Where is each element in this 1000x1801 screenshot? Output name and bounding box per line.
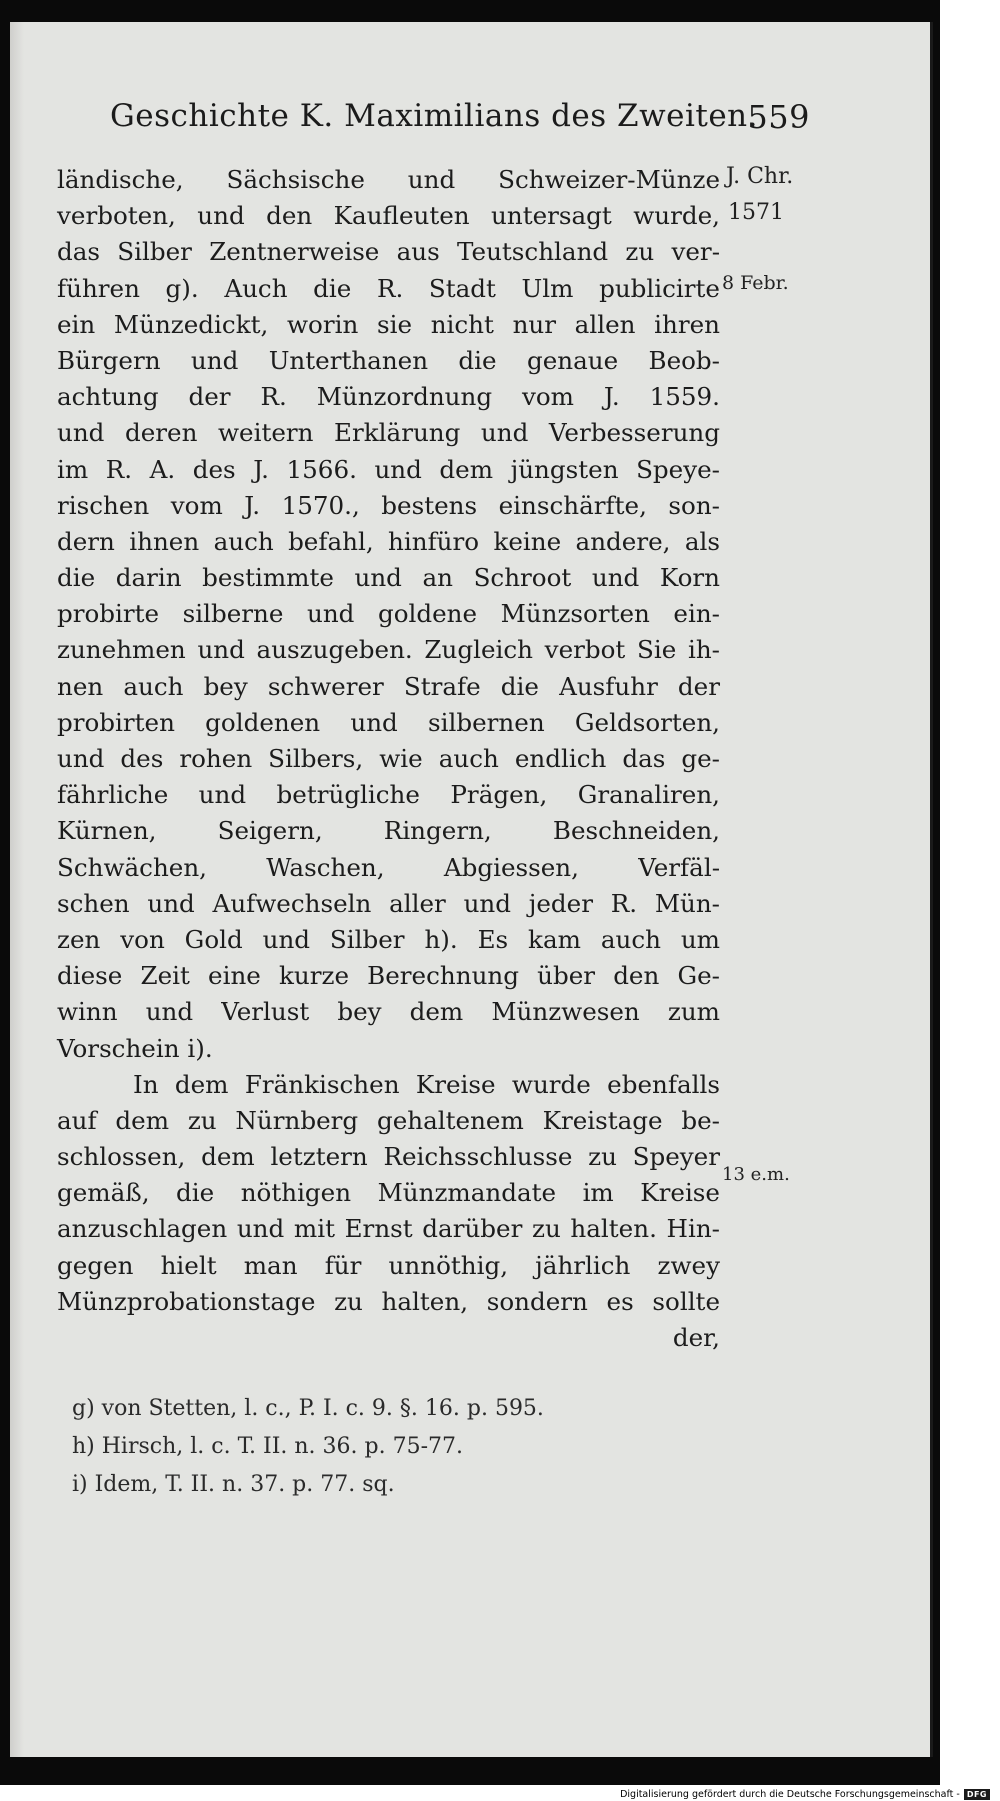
text-line: schen und Aufwechseln aller und jeder R. Mün- <box>57 888 720 918</box>
text-line: schlossen, dem letztern Reichsschlusse zu Speyer <box>57 1142 720 1172</box>
margin-year: 1571 <box>728 200 784 225</box>
text-line: im R. A. des J. 1566. und dem jüngsten Speye- <box>57 454 720 484</box>
text-line: probirte silberne und goldene Münzsorten ein- <box>57 599 720 629</box>
dfg-logo: DFG <box>964 1789 990 1800</box>
running-header <box>110 92 810 142</box>
digitization-credit <box>620 1787 990 1801</box>
text-line: probirten goldenen und silbernen Geldsorten, <box>57 707 720 737</box>
text-line: Münzprobationstage zu halten, sondern es sollte <box>57 1286 720 1316</box>
text-line: ein Münzedickt, worin sie nicht nur allen ihren <box>57 309 720 339</box>
text-line: verboten, und den Kaufleuten untersagt wurde, <box>57 201 720 231</box>
text-line: Vorschein i). <box>57 1033 213 1063</box>
text-line: anzuschlagen und mit Ernst darüber zu halten. Hin- <box>57 1214 720 1244</box>
text-line: auf dem zu Nürnberg gehaltenem Kreistage be- <box>57 1105 720 1135</box>
text-line: gemäß, die nöthigen Münzmandate im Kreise <box>57 1178 720 1208</box>
text-line: gegen hielt man für unnöthig, jährlich zwey <box>57 1250 720 1280</box>
text-line: diese Zeit eine kurze Berechnung über den Ge- <box>57 961 720 991</box>
page-number: 559 <box>747 98 810 136</box>
text-line: und des rohen Silbers, wie auch endlich das ge- <box>57 744 720 773</box>
footnote-i: i) Idem, T. II. n. 37. p. 77. sq. <box>72 1472 395 1497</box>
text-line: führen g). Auch die R. Stadt Ulm publicirte <box>57 273 720 303</box>
running-title: Geschichte K. Maximilians des Zweiten. <box>110 98 758 134</box>
text-line: dern ihnen auch befahl, hinfüro keine andere, als <box>57 526 720 556</box>
credit-text: Digitalisierung gefördert durch die Deutsche Forschungsgemeinschaft - <box>620 1788 960 1800</box>
text-line: zen von Gold und Silber h). Es kam auch um <box>57 924 720 954</box>
footnotes <box>72 1390 712 1504</box>
text-line: fährliche und betrügliche Prägen, Granaliren, <box>57 780 720 810</box>
text-line: nen auch bey schwerer Strafe die Ausfuhr der <box>57 671 720 701</box>
footnote-g: g) von Stetten, l. c., P. I. c. 9. §. 16. p. 595. <box>72 1396 544 1421</box>
text-line: die darin bestimmte und an Schroot und Korn <box>57 563 720 593</box>
text-line: ländische, Sächsische und Schweizer-Münze <box>57 165 720 194</box>
text-line: Schwächen, Waschen, Abgiessen, Verfäl- <box>57 852 720 882</box>
text-line: rischen vom J. 1570., bestens einschärfte, son- <box>57 490 720 520</box>
margin-year-label: J. Chr. <box>726 164 794 189</box>
margin-date: 13 e.m. <box>722 1164 790 1185</box>
footnote-h: h) Hirsch, l. c. T. II. n. 36. p. 75-77. <box>72 1434 463 1459</box>
margin-month: 8 Febr. <box>722 272 789 294</box>
text-line: und deren weitern Erklärung und Verbesserung <box>57 418 720 448</box>
text-line: Kürnen, Seigern, Ringern, Beschneiden, <box>57 816 720 846</box>
paragraph-start: In dem Fränkischen Kreise wurde ebenfalls <box>133 1069 720 1099</box>
text-line: Bürgern und Unterthanen die genaue Beob- <box>57 345 720 375</box>
text-line: zunehmen und auszugeben. Zugleich verbot Sie ih- <box>57 635 720 665</box>
text-line: winn und Verlust bey dem Münzwesen zum <box>57 997 720 1027</box>
text-line: achtung der R. Münzordnung vom J. 1559. <box>57 382 720 412</box>
page-gutter <box>10 22 24 1757</box>
body-text <box>57 162 720 1356</box>
catchword: der, <box>672 1323 720 1352</box>
text-line: das Silber Zentnerweise aus Teutschland zu ver- <box>57 237 720 267</box>
